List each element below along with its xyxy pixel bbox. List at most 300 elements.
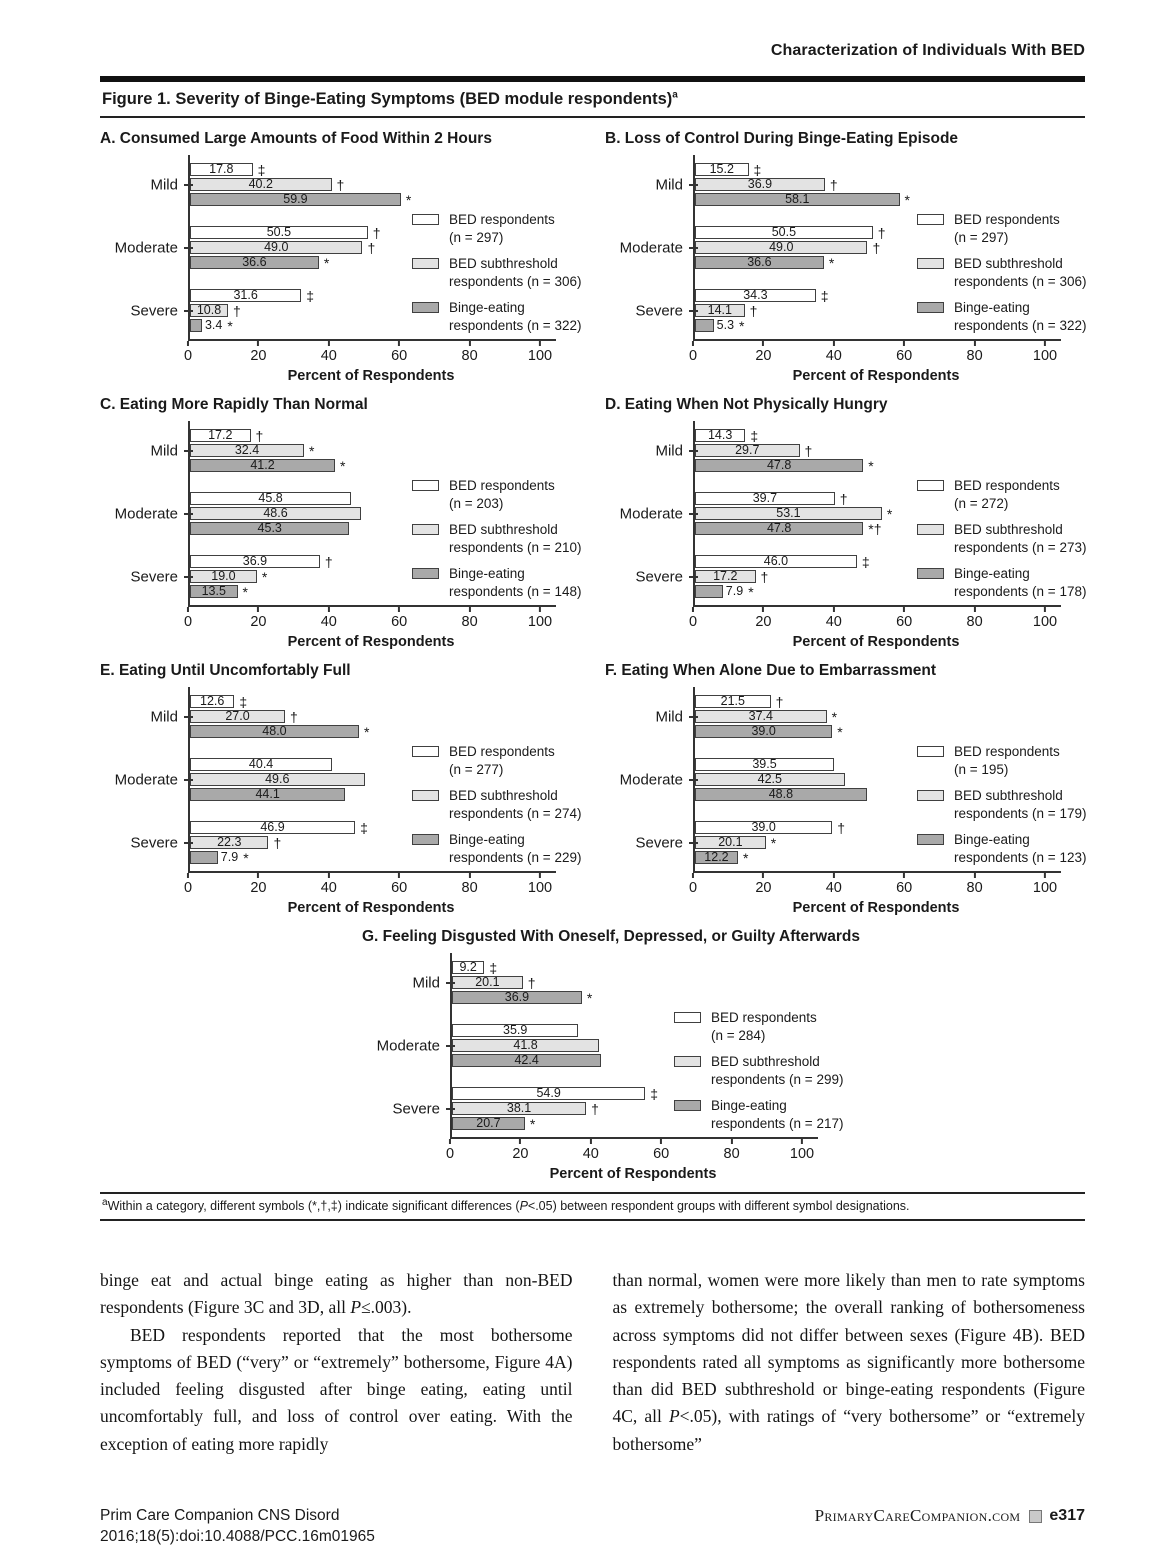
tick-mark xyxy=(328,341,330,346)
tick-label: 20 xyxy=(755,614,772,630)
bar-value: 20.7 xyxy=(476,1116,501,1131)
tick-mark xyxy=(903,341,905,346)
x-axis-label: Percent of Respondents xyxy=(287,634,455,650)
significance-symbol: † xyxy=(760,568,769,585)
legend-line: respondents (n = 306) xyxy=(954,273,1087,289)
bar-value: 7.9 xyxy=(220,850,239,865)
footer-right xyxy=(815,1506,1085,1526)
bar-row xyxy=(695,709,1061,724)
chart-body xyxy=(605,155,1085,384)
bar-value: 49.0 xyxy=(264,240,289,255)
legend-line: respondents (n = 229) xyxy=(449,849,582,865)
category-label: Mild xyxy=(150,442,178,459)
legend-line: Binge-eating xyxy=(449,300,525,316)
legend-line: respondents (n = 306) xyxy=(449,273,582,289)
significance-symbol: * xyxy=(529,1115,536,1132)
x-axis-label: Percent of Respondents xyxy=(792,634,960,650)
bar xyxy=(695,193,900,206)
significance-symbol: † xyxy=(775,693,784,710)
x-tick xyxy=(826,873,842,896)
italic-term: P xyxy=(519,1199,528,1213)
bar xyxy=(695,695,771,708)
legend-line: respondents (n = 322) xyxy=(954,317,1087,333)
bar-value: 42.5 xyxy=(757,772,782,787)
bar xyxy=(452,1087,645,1100)
legend-entry xyxy=(917,255,1112,290)
tick-mark xyxy=(187,873,189,878)
tick-label: 100 xyxy=(1032,880,1058,896)
tick-label: 0 xyxy=(183,348,193,364)
legend-entry xyxy=(917,787,1112,822)
text-run: ≤.003). xyxy=(361,1297,412,1318)
x-tick xyxy=(250,873,266,896)
x-tick xyxy=(250,341,266,364)
x-tick xyxy=(446,1139,454,1162)
significance-symbol: † xyxy=(829,176,838,193)
bar xyxy=(190,319,202,332)
bar xyxy=(190,178,332,191)
bar xyxy=(695,788,867,801)
bar-value: 12.2 xyxy=(704,850,729,865)
legend-entry xyxy=(674,1053,869,1088)
bar-value: 21.5 xyxy=(720,694,745,709)
legend-swatch xyxy=(412,214,439,225)
bar-row xyxy=(190,162,556,177)
tick-mark xyxy=(833,341,835,346)
legend-line: Binge-eating xyxy=(954,832,1030,848)
x-tick xyxy=(321,873,337,896)
bar xyxy=(190,555,320,568)
bar xyxy=(695,851,738,864)
legend-swatch xyxy=(917,524,944,535)
tick-label: 100 xyxy=(527,880,553,896)
significance-symbol: * xyxy=(886,505,893,522)
significance-symbol: * xyxy=(340,457,346,474)
bar-value: 29.7 xyxy=(735,443,760,458)
legend-label xyxy=(449,211,555,246)
x-axis xyxy=(688,341,1059,367)
bar-value: 37.4 xyxy=(748,709,773,724)
bar-row xyxy=(190,694,556,709)
category-label: Severe xyxy=(130,834,178,851)
bar-row xyxy=(190,428,556,443)
tick-label: 40 xyxy=(825,880,842,896)
chart-title-A: A. Consumed Large Amounts of Food Within 2 Hours xyxy=(100,130,492,147)
legend-line: Binge-eating xyxy=(711,1098,787,1114)
x-axis-label: Percent of Respondents xyxy=(549,1166,717,1182)
tick-label: 100 xyxy=(527,348,553,364)
category-label: Severe xyxy=(130,302,178,319)
tick-label: 20 xyxy=(755,348,772,364)
category-label: Mild xyxy=(150,176,178,193)
legend-label xyxy=(954,477,1060,512)
significance-symbol: ‡ xyxy=(489,959,498,976)
significance-symbol: * xyxy=(748,583,754,600)
text-run: binge eat and actual binge eating as higher than non-BED respondents (Figure 3C and 3D, all xyxy=(100,1270,573,1318)
chart-title-D: D. Eating When Not Physically Hungry xyxy=(605,396,888,413)
bar-value: 39.0 xyxy=(751,820,776,835)
x-tick xyxy=(896,873,912,896)
bar xyxy=(695,821,832,834)
category-label: Severe xyxy=(635,302,683,319)
legend-line: BED subthreshold xyxy=(449,256,558,272)
significance-symbol: * xyxy=(837,723,843,740)
significance-symbol: † xyxy=(324,553,333,570)
x-tick xyxy=(755,341,771,364)
x-tick xyxy=(724,1139,740,1162)
bar xyxy=(452,1054,601,1067)
legend-line: BED subthreshold xyxy=(449,522,558,538)
category-label: Moderate xyxy=(114,505,178,522)
bar xyxy=(695,459,863,472)
legend-entry xyxy=(917,477,1112,512)
bar-value: 36.9 xyxy=(504,990,530,1005)
paragraph xyxy=(100,1322,573,1458)
tick-label: 80 xyxy=(966,614,983,630)
chart-title-C: C. Eating More Rapidly Than Normal xyxy=(100,396,368,413)
bar xyxy=(695,256,824,269)
bar xyxy=(695,507,882,520)
tick-label: 0 xyxy=(688,348,698,364)
bar-row xyxy=(190,709,556,724)
x-tick xyxy=(967,341,983,364)
x-axis xyxy=(445,1139,816,1165)
legend-line: BED respondents xyxy=(449,744,555,759)
x-axis xyxy=(183,607,554,633)
legend-line: Binge-eating xyxy=(449,832,525,848)
legend-line: respondents (n = 210) xyxy=(449,539,582,555)
chart-panel-E xyxy=(100,662,580,916)
legend-line: (n = 277) xyxy=(449,761,504,777)
significance-symbol: ‡ xyxy=(360,819,368,836)
bar-value: 22.3 xyxy=(217,835,242,850)
journal-name: Prim Care Companion CNS Disord xyxy=(100,1507,340,1525)
tick-label: 100 xyxy=(527,614,553,630)
bar-value: 42.4 xyxy=(514,1053,539,1068)
journal-website: PrimaryCareCompanion.com xyxy=(814,1506,1021,1526)
bar-value: 44.1 xyxy=(255,787,280,802)
x-tick xyxy=(755,607,771,630)
bar xyxy=(190,710,285,723)
legend-label xyxy=(449,787,581,822)
category-tick xyxy=(184,184,193,186)
legend-label xyxy=(954,787,1086,822)
legend-swatch xyxy=(917,480,944,491)
category-group xyxy=(150,161,556,208)
bar-row xyxy=(695,724,1061,739)
bar xyxy=(452,1102,586,1115)
category-group xyxy=(655,693,1061,740)
bar-value: 13.5 xyxy=(201,584,226,599)
legend-line: BED respondents xyxy=(711,1010,817,1025)
bar-value: 39.5 xyxy=(752,757,777,772)
x-tick xyxy=(826,607,842,630)
legend xyxy=(917,743,1112,875)
chart-panel-A xyxy=(100,130,580,384)
x-tick xyxy=(689,341,697,364)
bar-value: 49.6 xyxy=(265,772,290,787)
bar xyxy=(695,570,756,583)
bar-value: 35.9 xyxy=(503,1023,528,1038)
category-group xyxy=(655,161,1061,208)
legend-swatch xyxy=(412,524,439,535)
x-tick xyxy=(321,607,337,630)
tick-label: 20 xyxy=(250,880,267,896)
chart-title-G: G. Feeling Disgusted With Oneself, Depressed, or Guilty Afterwards xyxy=(362,928,860,945)
significance-symbol: * xyxy=(363,723,370,740)
x-tick xyxy=(896,607,912,630)
bar-value: 53.1 xyxy=(776,506,801,521)
legend-swatch xyxy=(917,302,944,313)
chart-title-F: F. Eating When Alone Due to Embarrassment xyxy=(605,662,937,679)
bar xyxy=(190,836,268,849)
legend-swatch xyxy=(412,746,439,757)
legend-swatch xyxy=(412,480,439,491)
tick-label: 80 xyxy=(461,348,478,364)
x-axis-label: Percent of Respondents xyxy=(287,368,455,384)
tick-mark xyxy=(398,607,400,612)
figure-title-text: Figure 1. Severity of Binge-Eating Symptoms (BED module respondents) xyxy=(102,90,673,108)
significance-symbol: * xyxy=(868,457,874,474)
bar-row xyxy=(695,177,1061,192)
significance-symbol: * xyxy=(227,317,233,334)
significance-symbol: * xyxy=(261,568,268,585)
tick-label: 20 xyxy=(250,348,267,364)
bar xyxy=(190,522,349,535)
paragraph xyxy=(613,1267,1086,1458)
bar-value: 46.9 xyxy=(260,820,285,835)
bar-value: 27.0 xyxy=(225,709,250,724)
bar-value: 36.6 xyxy=(747,255,772,270)
legend-line: BED respondents xyxy=(954,478,1060,493)
x-axis xyxy=(688,607,1059,633)
chart-g-row xyxy=(100,928,1085,1182)
tick-label: 20 xyxy=(512,1146,529,1162)
tick-mark xyxy=(398,341,400,346)
category-tick xyxy=(184,247,193,249)
bar-value: 5.3 xyxy=(716,318,735,333)
bar-value: 41.8 xyxy=(513,1038,538,1053)
category-group xyxy=(150,427,556,474)
bar-value: 41.2 xyxy=(250,458,275,473)
x-tick xyxy=(967,607,983,630)
bar-value: 15.2 xyxy=(709,162,734,177)
legend-entry xyxy=(412,477,607,512)
bar-value: 34.3 xyxy=(743,288,768,303)
category-tick xyxy=(184,310,193,312)
bar-row xyxy=(695,458,1061,473)
bar-value: 54.9 xyxy=(536,1086,561,1101)
bar xyxy=(695,585,723,598)
tick-mark xyxy=(692,873,694,878)
x-tick xyxy=(583,1139,599,1162)
tick-label: 0 xyxy=(445,1146,455,1162)
x-tick xyxy=(528,607,552,630)
bar xyxy=(695,289,816,302)
x-tick xyxy=(184,607,192,630)
bar-value: 31.6 xyxy=(233,288,258,303)
tick-label: 20 xyxy=(755,880,772,896)
legend-swatch xyxy=(674,1100,701,1111)
page-footer xyxy=(100,1506,1085,1548)
category-tick xyxy=(184,842,193,844)
bar xyxy=(695,304,745,317)
category-label: Mild xyxy=(655,176,683,193)
legend-label xyxy=(449,477,555,512)
bar xyxy=(190,695,234,708)
bar-value: 50.5 xyxy=(266,225,292,240)
legend-swatch xyxy=(917,746,944,757)
tick-label: 40 xyxy=(825,614,842,630)
journal-doi: 2016;18(5):doi:10.4088/PCC.16m01965 xyxy=(100,1528,375,1546)
journal-citation xyxy=(100,1506,375,1548)
x-tick xyxy=(528,341,552,364)
bar-row xyxy=(695,192,1061,207)
category-label: Severe xyxy=(635,568,683,585)
legend-line: BED subthreshold xyxy=(954,788,1063,804)
legend-entry xyxy=(412,743,607,778)
tick-mark xyxy=(660,1139,662,1144)
legend-swatch xyxy=(412,302,439,313)
bar xyxy=(190,570,257,583)
category-tick xyxy=(689,513,698,515)
legend-line: respondents (n = 179) xyxy=(954,805,1087,821)
category-label: Severe xyxy=(392,1100,440,1117)
tick-label: 40 xyxy=(320,614,337,630)
legend-line: BED subthreshold xyxy=(954,256,1063,272)
bar-value: 38.1 xyxy=(506,1101,532,1116)
legend-line: respondents (n = 217) xyxy=(711,1115,844,1131)
significance-symbol: ‡ xyxy=(306,287,315,304)
legend-swatch xyxy=(412,258,439,269)
significance-symbol: † xyxy=(837,819,846,836)
bar-value: 45.3 xyxy=(257,521,282,536)
legend-line: BED subthreshold xyxy=(449,788,558,804)
tick-mark xyxy=(187,607,189,612)
chart-panel-D xyxy=(605,396,1085,650)
legend-line: respondents (n = 274) xyxy=(449,805,582,821)
tick-label: 80 xyxy=(461,880,478,896)
category-tick xyxy=(184,513,193,515)
bar xyxy=(452,1024,578,1037)
significance-symbol: † xyxy=(872,239,881,256)
x-tick xyxy=(967,873,983,896)
category-tick xyxy=(184,716,193,718)
tick-label: 100 xyxy=(1032,348,1058,364)
legend xyxy=(917,477,1112,609)
tick-mark xyxy=(833,607,835,612)
x-tick xyxy=(1033,607,1057,630)
legend-line: respondents (n = 322) xyxy=(449,317,582,333)
bar-value: 39.7 xyxy=(752,491,778,506)
tick-label: 60 xyxy=(896,348,913,364)
bar-value: 17.2 xyxy=(208,428,233,443)
bar xyxy=(452,1039,599,1052)
legend-swatch xyxy=(674,1012,701,1023)
bar xyxy=(452,991,582,1004)
tick-mark xyxy=(257,873,259,878)
x-tick xyxy=(689,873,697,896)
x-tick xyxy=(653,1139,669,1162)
tick-label: 40 xyxy=(320,348,337,364)
legend-label xyxy=(711,1009,817,1044)
chart-body xyxy=(362,953,882,1182)
category-tick xyxy=(689,779,698,781)
chart-panel-B xyxy=(605,130,1085,384)
bar xyxy=(190,256,319,269)
bar xyxy=(190,585,238,598)
bar-value: 58.1 xyxy=(785,192,810,207)
legend xyxy=(412,477,607,609)
bar-value: 9.2 xyxy=(459,960,477,975)
bar-value: 36.9 xyxy=(747,177,773,192)
legend-swatch xyxy=(917,568,944,579)
bar xyxy=(190,507,361,520)
significance-symbol: † xyxy=(273,834,282,851)
tick-mark xyxy=(449,1139,451,1144)
legend-swatch xyxy=(674,1056,701,1067)
bar xyxy=(695,492,835,505)
bar-value: 19.0 xyxy=(211,569,236,584)
category-label: Mild xyxy=(655,442,683,459)
category-tick xyxy=(184,779,193,781)
body-column-left xyxy=(100,1267,573,1458)
bar xyxy=(190,851,218,864)
chart-panel-C xyxy=(100,396,580,650)
bar xyxy=(695,178,825,191)
x-tick xyxy=(184,341,192,364)
chart-title-E: E. Eating Until Uncomfortably Full xyxy=(100,662,351,679)
text-run: BED respondents reported that the most bothersome symptoms of BED (“very” or “extremely” bothersome, Figure 4A) included feeling disgusted after binge eating, eating until uncomfortably full, and loss of control over eating. With the exception of eating more rapidly xyxy=(100,1324,573,1454)
bar-row xyxy=(452,960,818,975)
x-tick xyxy=(184,873,192,896)
significance-symbol: † xyxy=(527,974,536,991)
bar-value: 36.9 xyxy=(242,554,268,569)
figure-footnote xyxy=(100,1192,1085,1221)
chart-body xyxy=(100,155,580,384)
bar-row xyxy=(190,192,556,207)
chart-body xyxy=(100,421,580,650)
tick-label: 80 xyxy=(461,614,478,630)
bar xyxy=(190,444,304,457)
tick-label: 60 xyxy=(391,614,408,630)
bar-row xyxy=(190,458,556,473)
bar-value: 10.8 xyxy=(196,303,222,318)
significance-symbol: * xyxy=(242,583,248,600)
page-number: e317 xyxy=(1049,1507,1085,1525)
bar xyxy=(452,976,523,989)
bar xyxy=(452,961,484,974)
category-label: Mild xyxy=(655,708,683,725)
significance-symbol: * xyxy=(739,317,745,334)
footnote-superscript: a xyxy=(102,1196,108,1208)
legend-line: respondents (n = 299) xyxy=(711,1071,844,1087)
bar-row xyxy=(190,724,556,739)
significance-symbol: ‡ xyxy=(257,161,266,178)
category-tick xyxy=(689,310,698,312)
legend xyxy=(412,743,607,875)
text-run: <.05) between respondent groups with different symbol designations. xyxy=(527,1199,910,1213)
bar-value: 20.1 xyxy=(475,975,500,990)
tick-mark xyxy=(692,341,694,346)
legend-line: BED respondents xyxy=(449,478,555,493)
category-tick xyxy=(689,576,698,578)
legend-entry xyxy=(412,521,607,556)
legend-entry xyxy=(412,299,607,334)
legend-entry xyxy=(917,743,1112,778)
legend-line: BED respondents xyxy=(954,744,1060,759)
chart-panel-G xyxy=(362,928,882,1182)
